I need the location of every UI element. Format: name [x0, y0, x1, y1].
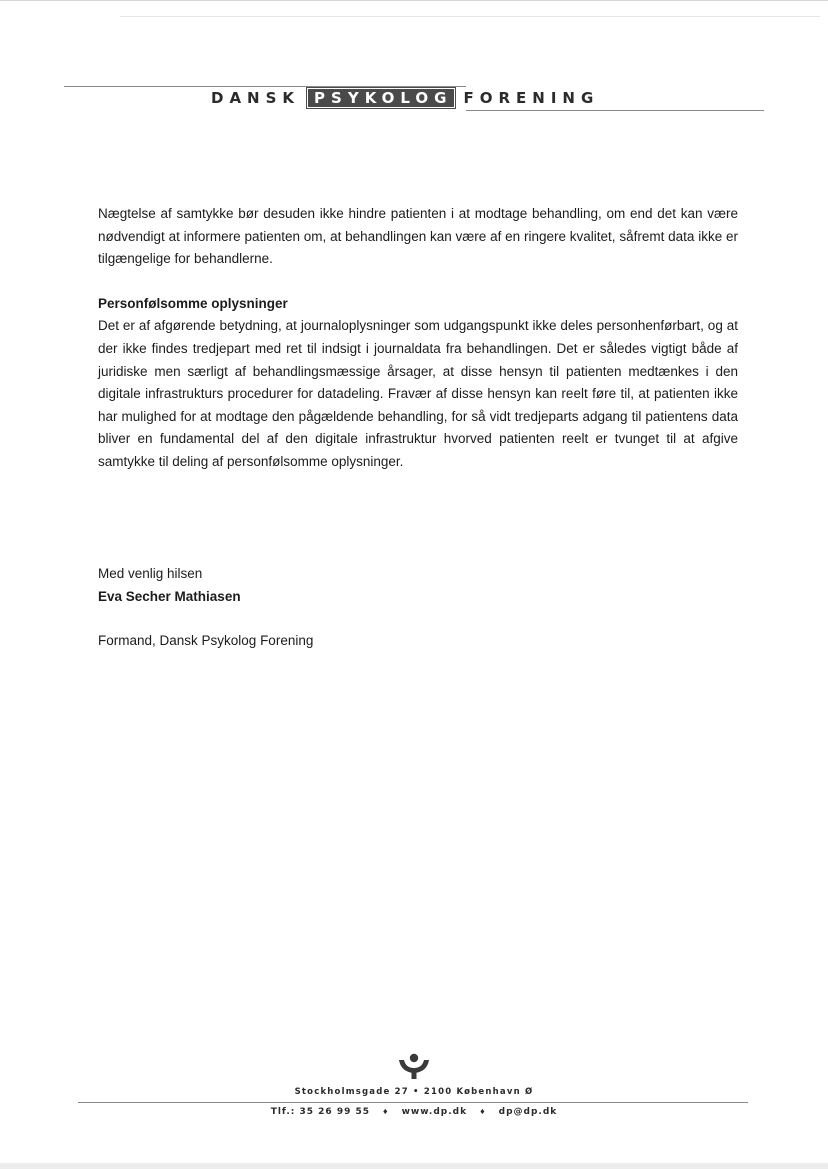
- bullet-separator: •: [413, 1087, 420, 1097]
- signoff: [98, 563, 313, 653]
- footer-phone: Tlf.: 35 26 99 55: [270, 1107, 370, 1117]
- footer-rule: [78, 1102, 748, 1103]
- letter-body: [98, 203, 748, 474]
- letterhead-word-psykolog: PSYKOLOG: [308, 89, 453, 107]
- footer-website[interactable]: www.dp.dk: [401, 1107, 468, 1117]
- letterhead: [211, 88, 599, 108]
- diamond-separator: ♦: [382, 1108, 390, 1116]
- letterhead-word-dansk: DANSK: [211, 89, 301, 107]
- signer-title: Formand, Dansk Psykolog Forening: [98, 633, 314, 649]
- dp-logo-icon: [397, 1052, 431, 1080]
- footer-contact: [0, 1107, 828, 1117]
- section-paragraph: Det er af afgørende betydning, at journaloplysninger som udgangspunkt ikke deles personhenførbart, og at der ikke findes tredjepart med ret til indsigt i journaldata fra behandlingen. Det er således vigtigt både af juridiske men særligt af behandlingsmæssige årsager, at disse hensyn til patienten medtænkes i den digitale infrastrukturs procedurer for datadeling. Fravær af disse hensyn kan reelt føre til, at patienten ikke har mulighed for at modtage den pågældende behandling, for så vidt tredjeparts adgang til patientens data bliver en fundamental del af den digitale infrastruktur hvorved patienten reelt er tvunget til at afgive samtykke til deling af personfølsomme oplysninger.: [98, 318, 738, 469]
- section-heading: Personfølsomme oplysninger: [98, 295, 288, 311]
- scan-edge: [120, 16, 820, 17]
- intro-paragraph: Nægtelse af samtykke bør desuden ikke hindre patienten i at modtage behandling, om end det kan være nødvendigt at informere patienten om, at behandlingen kan være af en ringere kvalitet, såfremt data ikke er tilgængelige for behandlerne.: [98, 206, 738, 267]
- footer-street: Stockholmsgade 27: [294, 1087, 409, 1097]
- signer-name: Eva Secher Mathiasen: [98, 588, 241, 604]
- letterhead-rule-top: [64, 86, 466, 87]
- letterhead-word-forening: FORENING: [463, 89, 600, 107]
- footer-email[interactable]: dp@dp.dk: [498, 1107, 558, 1117]
- footer-address: [0, 1087, 828, 1097]
- signoff-greeting: Med venlig hilsen: [98, 566, 203, 581]
- diamond-separator: ♦: [479, 1108, 487, 1116]
- footer-city: 2100 København Ø: [423, 1087, 534, 1097]
- letterhead-rule-bottom: [466, 110, 764, 111]
